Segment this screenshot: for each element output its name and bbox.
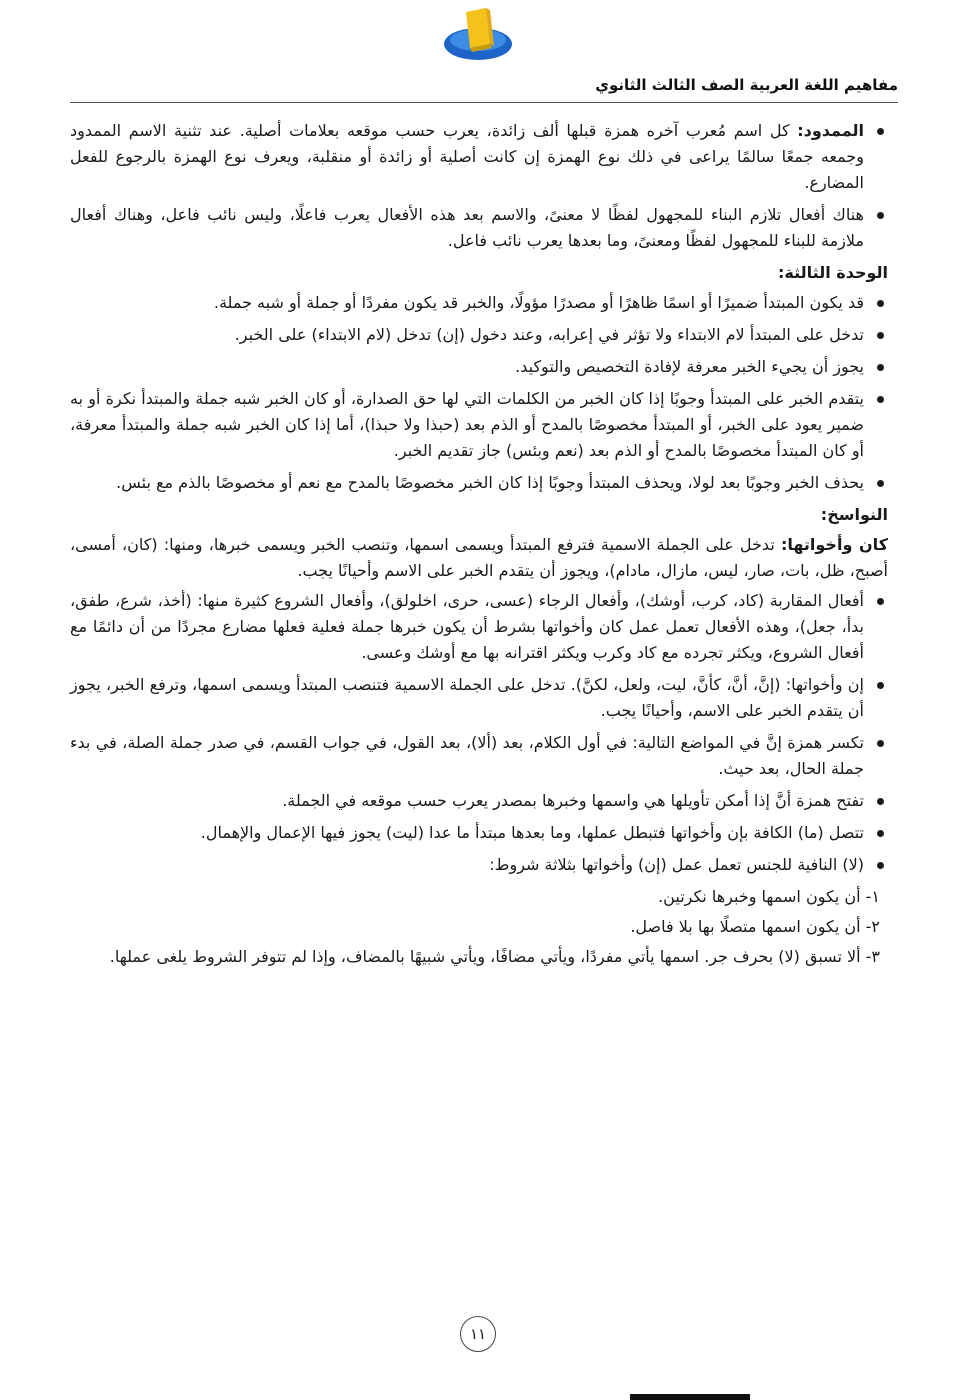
list-item <box>70 354 888 380</box>
bullet-text: (لا) النافية للجنس تعمل عمل (إن) وأخواتها بثلاثة شروط: <box>489 855 864 874</box>
header-divider <box>70 102 898 103</box>
kana-paragraph <box>70 532 888 584</box>
list-item <box>70 588 888 666</box>
term-kana: كان وأخواتها: <box>780 535 888 554</box>
bullet-icon <box>877 598 884 605</box>
bullet-icon <box>877 212 884 219</box>
list-item <box>70 290 888 316</box>
bullet-text: يتقدم الخبر على المبتدأ وجوبًا إذا كان الخبر من الكلمات التي لها حق الصدارة، أو كان الخبر شبه جملة والمبتدأ نكرة أو به ضمير يعود على الخبر، أو المبتدأ مخصوصًا بالمدح أو الذم بعد (حبذا ولا حبذا)، أما إذا كان الخبر شبه جملة والمبتدأ معرفة، أو كان المبتدأ مخصوصًا بالمدح أو الذم بعد (نعم وبئس) جاز تقديم الخبر. <box>70 389 864 460</box>
book-globe-icon <box>440 4 516 64</box>
list-item <box>70 322 888 348</box>
list-item <box>70 470 888 496</box>
bullet-icon <box>877 128 884 135</box>
condition-item: ٣- ألا تسبق (لا) بحرف جر. اسمها يأتي مفردًا، ويأتي مضافًا، ويأتي شبيهًا بالمضاف، وإذا لم تتوفر الشروط يلغى عملها. <box>109 947 880 966</box>
section-heading-unit3: الوحدة الثالثة: <box>778 263 888 282</box>
page-content <box>70 118 888 974</box>
bullet-icon <box>877 798 884 805</box>
bullet-text: قد يكون المبتدأ ضميرًا أو اسمًا ظاهرًا أو مصدرًا مؤولًا، والخبر قد يكون مفردًا أو جملة أو شبه جملة. <box>213 293 864 312</box>
bullet-icon <box>877 830 884 837</box>
bullet-icon <box>877 300 884 307</box>
list-item <box>70 118 888 196</box>
bullet-text: تتصل (ما) الكافة بإن وأخواتها فتبطل عملها، وما بعدها مبتدأ ما عدا (ليت) يجوز فيها الإعمال والإهمال. <box>200 823 864 842</box>
bullet-text: هناك أفعال تلازم البناء للمجهول لفظًا لا معنىً، والاسم بعد هذه الأفعال يعرب فاعلًا، وليس نائب فاعل، وهناك أفعال ملازمة للبناء للمجهول لفظًا ومعنىً، وما بعدها يعرب نائب فاعل. <box>70 205 864 250</box>
condition-item: ٢- أن يكون اسمها متصلًا بها بلا فاصل. <box>630 917 880 936</box>
list-item <box>70 730 888 782</box>
bullet-icon <box>877 682 884 689</box>
bullet-text: إن وأخواتها: (إنَّ، أنَّ، كأنَّ، ليت، ولعل، لكنَّ). تدخل على الجملة الاسمية فتنصب المبتدأ ويسمى اسمها، وترفع الخبر، يجوز أن يتقدم الخبر على الاسم، وأحيانًا يجب. <box>70 675 864 720</box>
section-heading-nawasikh: النواسخ: <box>820 505 888 524</box>
list-item <box>70 202 888 254</box>
condition-item: ١- أن يكون اسمها وخبرها نكرتين. <box>658 887 880 906</box>
page-header-title: مفاهيم اللغة العربية الصف الثالث الثانوي <box>595 76 898 94</box>
term-mamdood: الممدود: <box>797 121 864 140</box>
bullet-icon <box>877 740 884 747</box>
bullet-text: أفعال المقاربة (كاد، كرب، أوشك)، وأفعال الرجاء (عسى، حرى، اخلولق)، وأفعال الشروع كثيرة منها: (أخذ، شرع، طفق، بدأ، جعل)، وهذه الأفعال تعمل عمل كان وأخواتها بشرط أن يكون خبرها جملة فعلية فعلها مضارع مجردًا من أن دائمًا مع أفعال الشروع، ويكثر تجرده مع كاد وكرب ويكثر اقترانه بها مع أوشك وعسى. <box>70 591 864 662</box>
list-item <box>70 852 888 878</box>
bullet-text: كل اسم مُعرب آخره همزة قبلها ألف زائدة، يعرب حسب موقعه بعلامات أصلية. عند تثنية الاسم الممدود وجمعه جمعًا سالمًا يراعى في ذلك نوع الهمزة إن كانت أصلية أو زائدة أو منقلبة، ويعرف نوع الهمزة بالرجوع للفعل المضارع. <box>70 121 864 192</box>
bottom-edge-bar <box>630 1394 750 1400</box>
bullet-text: تفتح همزة أنَّ إذا أمكن تأويلها هي واسمها وخبرها بمصدر يعرب حسب موقعه في الجملة. <box>282 791 864 810</box>
list-item <box>70 386 888 464</box>
list-item <box>70 820 888 846</box>
bullet-icon <box>877 862 884 869</box>
list-item <box>70 672 888 724</box>
bullet-icon <box>877 332 884 339</box>
bullet-text: يجوز أن يجيء الخبر معرفة لإفادة التخصيص والتوكيد. <box>515 357 864 376</box>
bullet-text: يحذف الخبر وجوبًا بعد لولا، ويحذف المبتدأ وجوبًا إذا كان الخبر مخصوصًا بالمدح مع نعم أو مخصوصًا بالذم مع بئس. <box>116 473 864 492</box>
list-item <box>70 788 888 814</box>
bullet-text: تكسر همزة إنَّ في المواضع التالية: في أول الكلام، بعد (ألا)، بعد القول، في جواب القسم، في صدر جملة الصلة، في بدء جملة الحال، بعد حيث. <box>70 733 864 778</box>
bullet-icon <box>877 396 884 403</box>
page-number: ١١ <box>460 1316 496 1352</box>
bullet-icon <box>877 364 884 371</box>
bullet-text: تدخل على المبتدأ لام الابتداء ولا تؤثر في إعرابه، وعند دخول (إن) تدخل (لام الابتداء) على الخبر. <box>234 325 864 344</box>
paragraph-text: تدخل على الجملة الاسمية فترفع المبتدأ ويسمى اسمها، وتنصب الخبر ويسمى خبرها، ومنها: (كان، أمسى، أصبح، ظل، بات، صار، ليس، مازال، مادام)، ويجوز أن يتقدم الخبر على الاسم وأحيانًا يجب. <box>70 535 888 580</box>
bullet-icon <box>877 480 884 487</box>
